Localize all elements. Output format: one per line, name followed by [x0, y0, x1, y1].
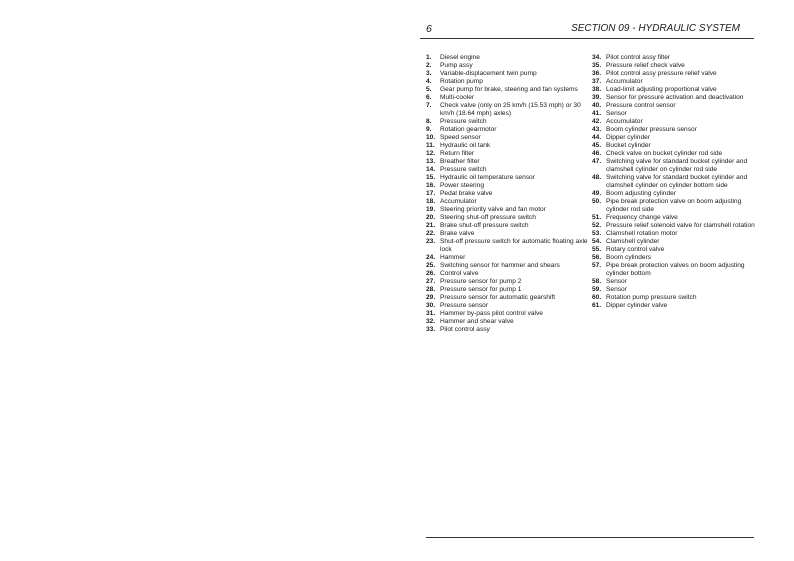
- legend-item-number: 29.: [426, 294, 436, 301]
- legend-item-number: 27.: [426, 278, 436, 285]
- legend-item-number: 21.: [426, 222, 436, 229]
- legend-item-text: Pressure sensor: [440, 302, 489, 309]
- legend-item: [592, 70, 756, 78]
- legend-item-text: Switching valve for standard bucket cylinder and clamshell cylinder on cylinder rod side: [606, 158, 748, 173]
- legend-item: [426, 166, 594, 174]
- footer-divider: [426, 537, 754, 538]
- legend-item: [592, 294, 756, 302]
- legend-item-number: 31.: [426, 310, 436, 317]
- legend-item: [426, 190, 594, 198]
- legend-item-number: 4.: [426, 78, 432, 85]
- legend-item: [592, 118, 756, 126]
- legend-item: [426, 54, 594, 62]
- legend-item-number: 53.: [592, 230, 602, 237]
- legend-item-text: Pilot control assy filter: [606, 54, 671, 61]
- legend-item: [592, 126, 756, 134]
- legend-item-number: 33.: [426, 326, 436, 333]
- legend-item-number: 34.: [592, 54, 602, 61]
- legend-item: [592, 102, 756, 110]
- legend-item: [592, 246, 756, 254]
- legend-item-number: 42.: [592, 118, 602, 125]
- legend-item-number: 49.: [592, 190, 602, 197]
- legend-item: [426, 206, 594, 214]
- legend-item-text: Switching sensor for hammer and shears: [440, 262, 560, 269]
- legend-item-text: Pressure switch: [440, 166, 487, 173]
- legend-item: [426, 62, 594, 70]
- legend-item: [592, 190, 756, 198]
- legend-item: [592, 238, 756, 246]
- legend-item-text: Hammer by-pass pilot control valve: [440, 310, 543, 317]
- legend-item: [592, 54, 756, 62]
- page-header: [420, 22, 754, 39]
- legend-item: [592, 262, 756, 278]
- legend-item: [426, 174, 594, 182]
- legend-item-number: 46.: [592, 150, 602, 157]
- legend-item-text: Pressure sensor for pump 1: [440, 286, 522, 293]
- legend-list-right: [592, 54, 756, 310]
- legend-item-number: 1.: [426, 54, 432, 61]
- legend-item: [426, 86, 594, 94]
- legend-item-text: Clamshell cylinder: [606, 238, 660, 245]
- legend-item-number: 57.: [592, 262, 602, 269]
- legend-item-number: 11.: [426, 142, 435, 149]
- legend-item-number: 3.: [426, 70, 432, 77]
- legend-item: [592, 94, 756, 102]
- legend-item-number: 16.: [426, 182, 436, 189]
- legend-item-number: 10.: [426, 134, 436, 141]
- legend-item: [592, 286, 756, 294]
- legend-item-number: 51.: [592, 214, 602, 221]
- legend-item-number: 54.: [592, 238, 602, 245]
- legend-item-number: 22.: [426, 230, 436, 237]
- legend-item-number: 8.: [426, 118, 432, 125]
- legend-item-text: Load-limit adjusting proportional valve: [606, 86, 717, 93]
- legend-item-number: 12.: [426, 150, 436, 157]
- legend-item-number: 32.: [426, 318, 436, 325]
- legend-item-number: 52.: [592, 222, 602, 229]
- legend-item: [426, 318, 594, 326]
- legend-item-text: Brake shut-off pressure switch: [440, 222, 529, 229]
- page-number: 6: [426, 23, 432, 35]
- section-title: SECTION 09 - HYDRAULIC SYSTEM: [571, 23, 740, 34]
- legend-item-text: Brake valve: [440, 230, 475, 237]
- legend-item-number: 50.: [592, 198, 602, 205]
- legend-item: [426, 102, 594, 118]
- legend-item-number: 61.: [592, 302, 602, 309]
- legend-item-text: Variable-displacement twin pump: [440, 70, 537, 77]
- legend-item-number: 43.: [592, 126, 602, 133]
- legend-item-number: 47.: [592, 158, 602, 165]
- legend-item: [426, 150, 594, 158]
- legend-list-left: [426, 54, 594, 334]
- legend-item-number: 25.: [426, 262, 436, 269]
- legend-item: [426, 254, 594, 262]
- legend-item-text: Bucket cylinder: [606, 142, 651, 149]
- legend-item-number: 23.: [426, 238, 436, 245]
- legend-item-number: 17.: [426, 190, 436, 197]
- legend-item: [592, 214, 756, 222]
- legend-item: [426, 310, 594, 318]
- legend-item-number: 44.: [592, 134, 602, 141]
- legend-item: [426, 294, 594, 302]
- legend-item-text: Pipe break protection valves on boom adjusting cylinder bottom: [606, 262, 745, 277]
- legend-item-number: 24.: [426, 254, 436, 261]
- legend-item-text: Clamshell rotation motor: [606, 230, 678, 237]
- legend-item-text: Rotation pump pressure switch: [606, 294, 697, 301]
- legend-item-text: Sensor: [606, 286, 627, 293]
- legend-item: [426, 134, 594, 142]
- legend-item: [592, 78, 756, 86]
- legend-item-text: Accumulator: [440, 198, 477, 205]
- legend-item: [592, 278, 756, 286]
- legend-item-number: 15.: [426, 174, 436, 181]
- manual-page: [420, 0, 754, 561]
- legend-item: [592, 302, 756, 310]
- legend-item-text: Pilot control assy: [440, 326, 490, 333]
- legend-item-text: Sensor for pressure activation and deactivation: [606, 94, 744, 101]
- legend-item: [426, 230, 594, 238]
- legend-item-text: Shut-off pressure switch for automatic floating axle lock: [440, 238, 588, 253]
- legend-item-text: Steering priority valve and fan motor: [440, 206, 546, 213]
- legend-item: [592, 134, 756, 142]
- legend-item-number: 20.: [426, 214, 436, 221]
- legend-item: [426, 326, 594, 334]
- legend-item-text: Sensor: [606, 110, 627, 117]
- legend-item-text: Boom cylinders: [606, 254, 652, 261]
- legend-item: [426, 286, 594, 294]
- legend-item-text: Boom adjusting cylinder: [606, 190, 677, 197]
- legend-item: [426, 222, 594, 230]
- legend-item-number: 56.: [592, 254, 602, 261]
- legend-item-text: Diesel engine: [440, 54, 480, 61]
- legend-item: [592, 110, 756, 118]
- legend-item-text: Sensor: [606, 278, 627, 285]
- legend-item-text: Switching valve for standard bucket cylinder and clamshell cylinder on cylinder bottom side: [606, 174, 748, 189]
- legend-item-text: Hydraulic oil tank: [440, 142, 491, 149]
- legend-item-text: Steering shut-off pressure switch: [440, 214, 536, 221]
- legend-item: [592, 222, 756, 230]
- legend-item-number: 48.: [592, 174, 602, 181]
- legend-item-text: Hammer: [440, 254, 466, 261]
- legend-item: [592, 158, 756, 174]
- legend-item: [426, 94, 594, 102]
- legend-item-number: 14.: [426, 166, 436, 173]
- legend-item-number: 5.: [426, 86, 432, 93]
- legend-item-text: Control valve: [440, 270, 479, 277]
- legend-item-text: Pressure relief solenoid valve for clamshell rotation: [606, 222, 755, 229]
- legend-item-text: Pressure switch: [440, 118, 487, 125]
- legend-item-text: Frequency change valve: [606, 214, 678, 221]
- legend-item: [592, 86, 756, 94]
- legend-item-text: Rotation gearmotor: [440, 126, 497, 133]
- legend-item: [426, 262, 594, 270]
- legend-item-number: 59.: [592, 286, 602, 293]
- legend-item-text: Pressure relief check valve: [606, 62, 685, 69]
- legend-item: [426, 214, 594, 222]
- legend-item-number: 40.: [592, 102, 602, 109]
- legend-item-number: 60.: [592, 294, 602, 301]
- legend-item-number: 13.: [426, 158, 436, 165]
- legend-item-text: Pilot control assy pressure relief valve: [606, 70, 717, 77]
- legend-item-text: Rotary control valve: [606, 246, 665, 253]
- legend-item: [426, 198, 594, 206]
- legend-item: [592, 142, 756, 150]
- legend-item-text: Pressure control sensor: [606, 102, 676, 109]
- legend-item-text: Pump assy: [440, 62, 473, 69]
- legend-item-number: 35.: [592, 62, 602, 69]
- legend-item: [426, 278, 594, 286]
- legend-item: [592, 174, 756, 190]
- legend-item-number: 6.: [426, 94, 432, 101]
- legend-item: [426, 70, 594, 78]
- legend-item-number: 58.: [592, 278, 602, 285]
- legend-item-number: 55.: [592, 246, 602, 253]
- legend-item-number: 7.: [426, 102, 432, 109]
- legend-item-text: Accumulator: [606, 78, 643, 85]
- legend-item: [426, 182, 594, 190]
- legend-item-text: Dipper cylinder valve: [606, 302, 668, 309]
- legend-item-text: Hydraulic oil temperature sensor: [440, 174, 535, 181]
- legend-item-text: Pipe break protection valve on boom adjusting cylinder rod side: [606, 198, 742, 213]
- legend-item-number: 45.: [592, 142, 602, 149]
- legend-item-text: Speed sensor: [440, 134, 481, 141]
- legend-item: [592, 198, 756, 214]
- legend-item-number: 30.: [426, 302, 436, 309]
- legend-item-text: Accumulator: [606, 118, 643, 125]
- legend-item-text: Gear pump for brake, steering and fan systems: [440, 86, 578, 93]
- legend-item: [426, 158, 594, 166]
- legend-item-text: Multi-cooler: [440, 94, 475, 101]
- legend-item: [592, 62, 756, 70]
- legend-item-text: Boom cylinder pressure sensor: [606, 126, 697, 133]
- legend-item-number: 18.: [426, 198, 436, 205]
- legend-item-text: Rotation pump: [440, 78, 483, 85]
- legend-item-number: 2.: [426, 62, 432, 69]
- legend-item: [426, 302, 594, 310]
- legend-item: [426, 238, 594, 254]
- legend-item-text: Pressure sensor for automatic gearshift: [440, 294, 556, 301]
- legend-item: [592, 150, 756, 158]
- legend-item-number: 26.: [426, 270, 436, 277]
- legend-item-text: Pedal brake valve: [440, 190, 493, 197]
- legend-item-number: 9.: [426, 126, 432, 133]
- legend-item-number: 39.: [592, 94, 602, 101]
- legend-item-text: Power steering: [440, 182, 484, 189]
- legend-item: [426, 270, 594, 278]
- legend-item-number: 41.: [592, 110, 602, 117]
- legend-item: [592, 254, 756, 262]
- legend-item-number: 37.: [592, 78, 602, 85]
- legend-item-text: Check valve (only on 25 km/h (15.53 mph) or 30 km/h (18.64 mph) axles): [440, 102, 581, 117]
- legend-item: [426, 118, 594, 126]
- legend-item-number: 36.: [592, 70, 602, 77]
- legend-item: [426, 126, 594, 134]
- legend-item-text: Return filter: [440, 150, 475, 157]
- legend-item: [426, 78, 594, 86]
- legend-item-text: Check valve on bucket cylinder rod side: [606, 150, 723, 157]
- legend-item-text: Hammer and shear valve: [440, 318, 514, 325]
- legend-item: [592, 230, 756, 238]
- legend-item-text: Breather filter: [440, 158, 480, 165]
- legend-item-number: 38.: [592, 86, 602, 93]
- legend-item-number: 28.: [426, 286, 436, 293]
- legend-item-number: 19.: [426, 206, 436, 213]
- legend-item-text: Pressure sensor for pump 2: [440, 278, 522, 285]
- legend-item-text: Dipper cylinder: [606, 134, 650, 141]
- legend-item: [426, 142, 594, 150]
